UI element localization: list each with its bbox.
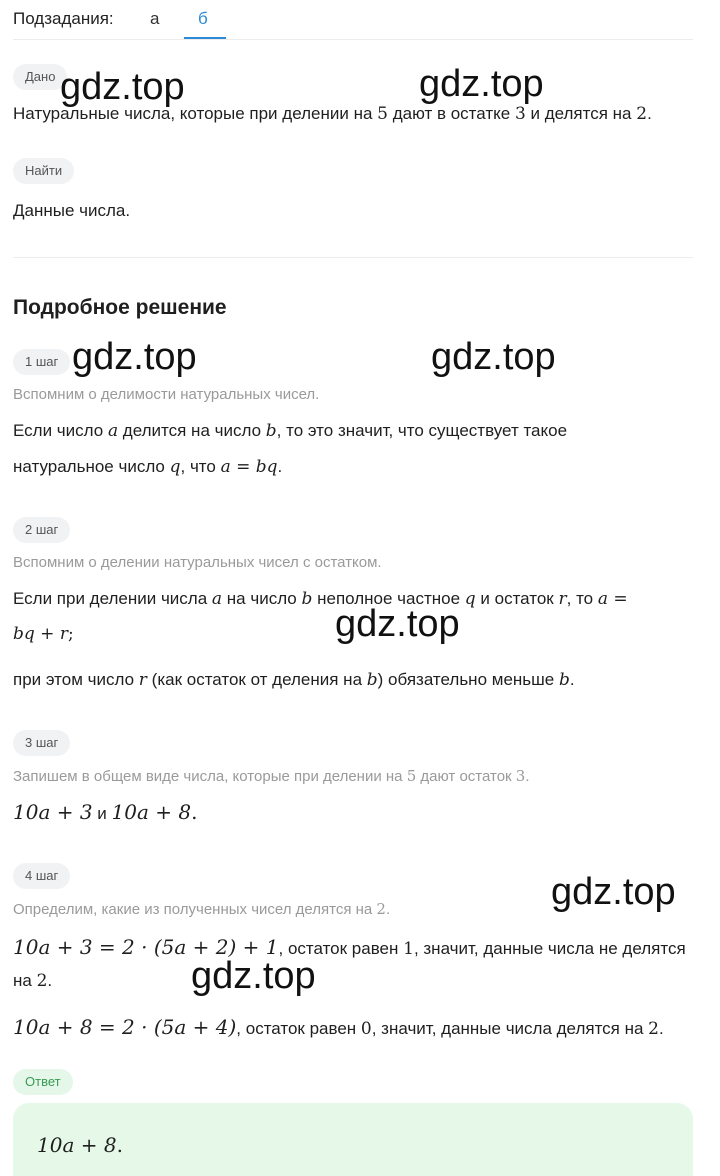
step-4-hint: Определим, какие из полученных чисел делятся на 2. xyxy=(13,900,391,918)
given-chip: Дано xyxy=(13,64,67,90)
answer-expression: 10a + 8. xyxy=(37,1133,123,1157)
find-text: Данные числа. xyxy=(13,201,131,220)
step-4-line-3: 10a + 8 = 2 · (5a + 4), остаток равен 0, значит, данные числа делятся на 2. xyxy=(13,1015,664,1039)
watermark: gdz.top xyxy=(335,603,460,645)
step-4-chip: 4 шаг xyxy=(13,863,70,889)
tab-a[interactable]: а xyxy=(150,9,160,28)
step-1-line-2: натуральное число q, что a = bq. xyxy=(13,457,283,477)
watermark: gdz.top xyxy=(419,63,544,105)
step-1-hint: Вспомним о делимости натуральных чисел. xyxy=(13,386,320,403)
step-3-chip: 3 шаг xyxy=(13,730,70,756)
watermark: gdz.top xyxy=(60,66,185,108)
step-2-line-1: Если при делении числа a на число b неполное частное q и остаток r, то a = xyxy=(13,589,628,609)
step-2-chip: 2 шаг xyxy=(13,517,70,543)
step-3-expressions: 10a + 3 и 10a + 8. xyxy=(13,800,198,824)
subtasks-label: Подзадания: xyxy=(13,9,114,28)
step-1-line-1: Если число a делится на число b, то это значит, что существует такое xyxy=(13,421,568,441)
watermark: gdz.top xyxy=(431,336,556,378)
watermark: gdz.top xyxy=(191,955,316,997)
step-2-hint: Вспомним о делении натуральных чисел с остатком. xyxy=(13,554,382,571)
find-chip: Найти xyxy=(13,158,74,184)
section-divider xyxy=(13,257,693,258)
step-1-chip: 1 шаг xyxy=(13,349,70,375)
tab-b[interactable]: б xyxy=(198,9,208,28)
step-4-line-2: на 2. xyxy=(13,971,53,991)
solution-title: Подробное решение xyxy=(13,296,227,319)
tabs-divider xyxy=(13,39,693,40)
step-4-line-1: 10a + 3 = 2 · (5a + 2) + 1, остаток равен 1, значит, данные числа не делятся xyxy=(13,935,686,959)
watermark: gdz.top xyxy=(72,336,197,378)
watermark: gdz.top xyxy=(551,871,676,913)
answer-chip: Ответ xyxy=(13,1069,73,1095)
given-text: Натуральные числа, которые при делении на 5 дают в остатке 3 и делятся на 2. xyxy=(13,104,652,124)
step-2-line-3: при этом число r (как остаток от деления на b) обязательно меньше b. xyxy=(13,670,575,690)
step-3-hint: Запишем в общем виде числа, которые при делении на 5 дают остаток 3. xyxy=(13,767,530,785)
step-2-line-2: bq + r; xyxy=(13,624,74,644)
